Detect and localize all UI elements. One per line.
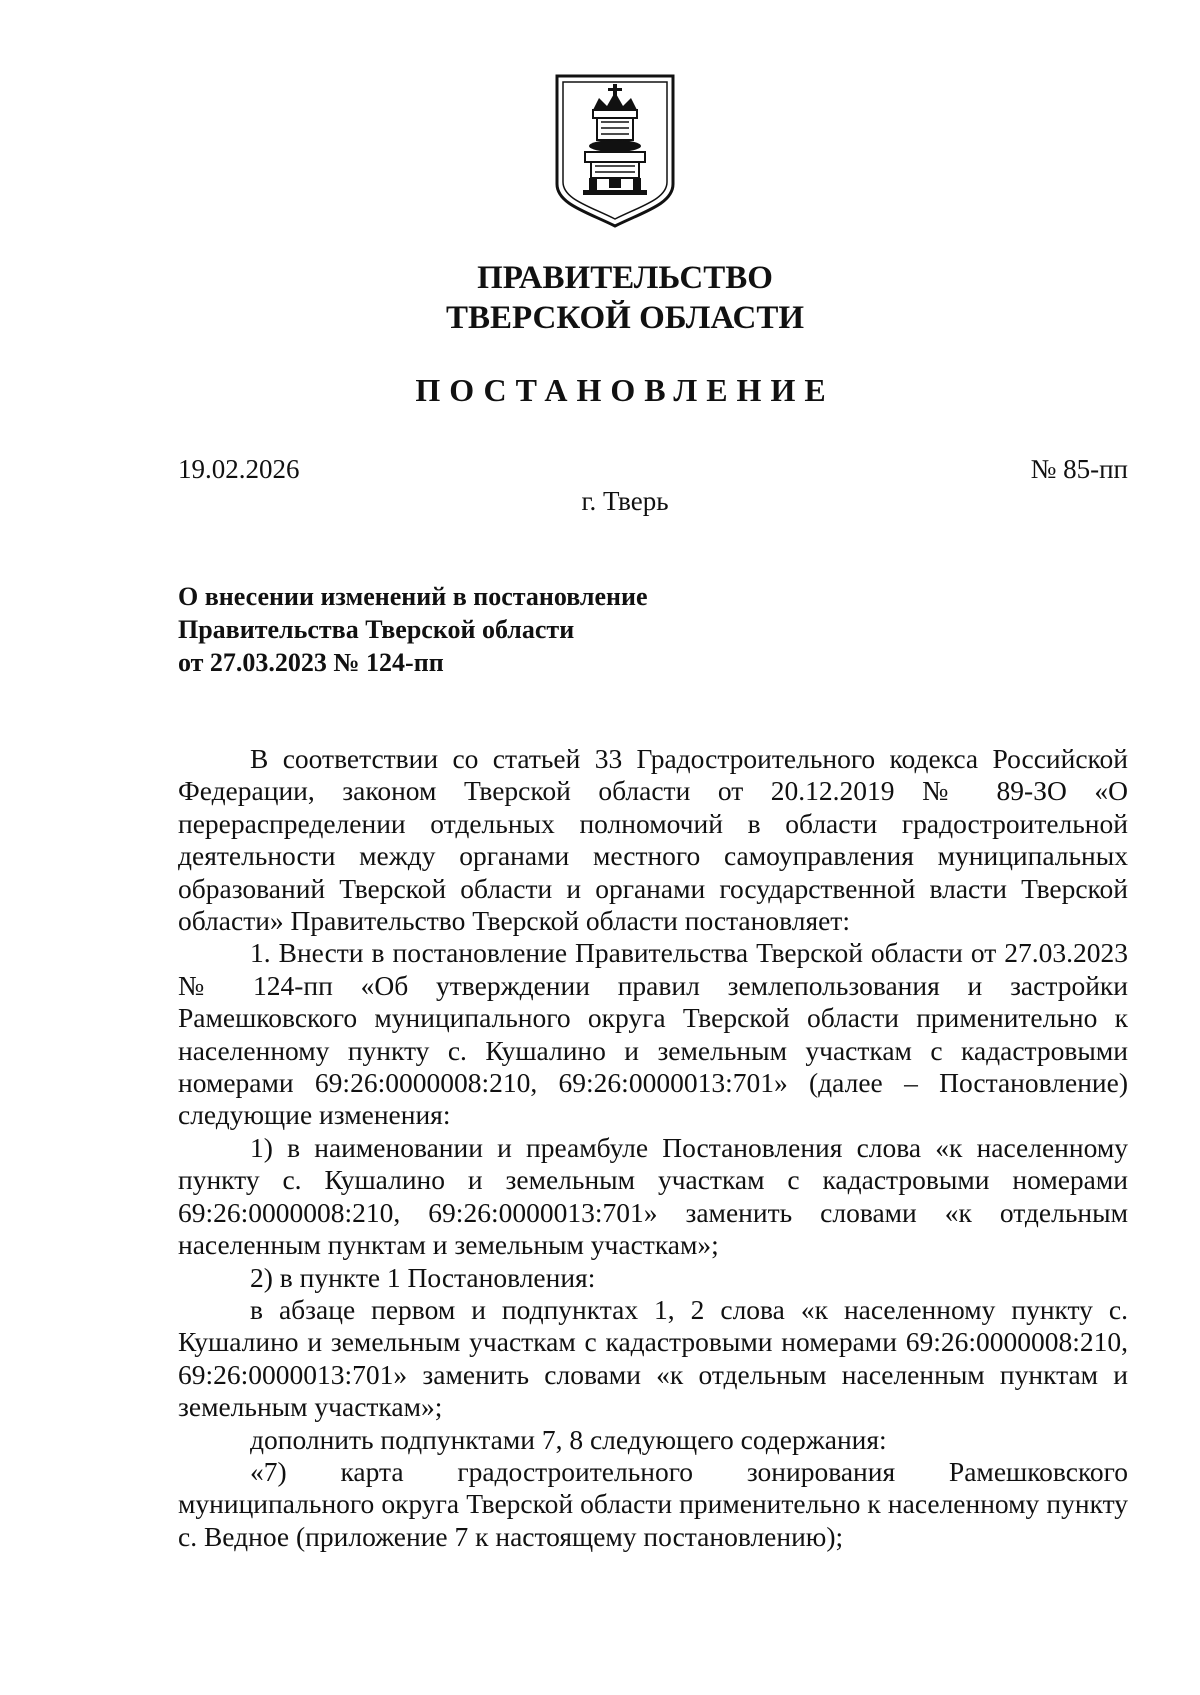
document-subject xyxy=(178,580,648,679)
body-paragraph: 2) в пункте 1 Постановления: xyxy=(250,1261,596,1293)
body-paragraph: в абзаце первом и подпунктах 1, 2 слова «к населенному пункту с. Кушалино и земельным участкам с кадастровыми номерами 69:26:0000008:210, 69:26:0000013:701» заменить словами «к отдельным населенным пунктам и земельным участкам»; xyxy=(178,1293,1128,1423)
subject-line: Правительства Тверской области xyxy=(178,615,575,644)
subject-line: О внесении изменений в постановление xyxy=(178,582,648,611)
tver-coat-of-arms-icon xyxy=(553,72,677,228)
body-paragraph: В соответствии со статьей 33 Градостроительного кодекса Российской Федерации, законом Тверской области от 20.12.2019 № 89-ЗО «О перераспределении отдельных полномочий в области градостроительной деятельности между органами местного самоуправления муниципальных образований Тверской области и органами государственной власти Тверской области» Правительство Тверской области постановляет: xyxy=(178,743,1128,937)
document-body xyxy=(178,743,1128,1553)
body-paragraph: 1) в наименовании и преамбуле Постановления слова «к населенному пункту с. Кушалино и земельным участкам с кадастровыми номерами 69:26:0000008:210, 69:26:0000013:701» заменить словами «к отдельным населенным пунктам и земельным участкам»; xyxy=(178,1131,1128,1261)
subject-line: от 27.03.2023 № 124-пп xyxy=(178,648,444,677)
document-number: № 85-пп xyxy=(1030,454,1128,484)
document-city: г. Тверь xyxy=(581,486,669,516)
document-date: 19.02.2026 xyxy=(178,454,300,484)
body-paragraph: дополнить подпунктами 7, 8 следующего содержания: xyxy=(250,1423,887,1455)
body-paragraph: 1. Внести в постановление Правительства Тверской области от 27.03.2023 № 124-пп «Об утверждении правил землепользования и застройки Рамешковского муниципального округа Тверской области применительно к населенному пункту с. Кушалино и земельным участкам с кадастровыми номерами 69:26:0000008:210, 69:26:0000013:701» (далее – Постановление) следующие изменения: xyxy=(178,937,1128,1131)
body-paragraph: «7) карта градостроительного зонирования Рамешковского муниципального округа Тверской области применительно к населенному пункту с. Ведное (приложение 7 к настоящему постановлению); xyxy=(178,1455,1128,1552)
government-title-line2: ТВЕРСКОЙ ОБЛАСТИ xyxy=(445,300,805,336)
document-type-heading: ПОСТАНОВЛЕНИЕ xyxy=(415,372,835,408)
government-title-line1: ПРАВИТЕЛЬСТВО xyxy=(477,260,773,296)
